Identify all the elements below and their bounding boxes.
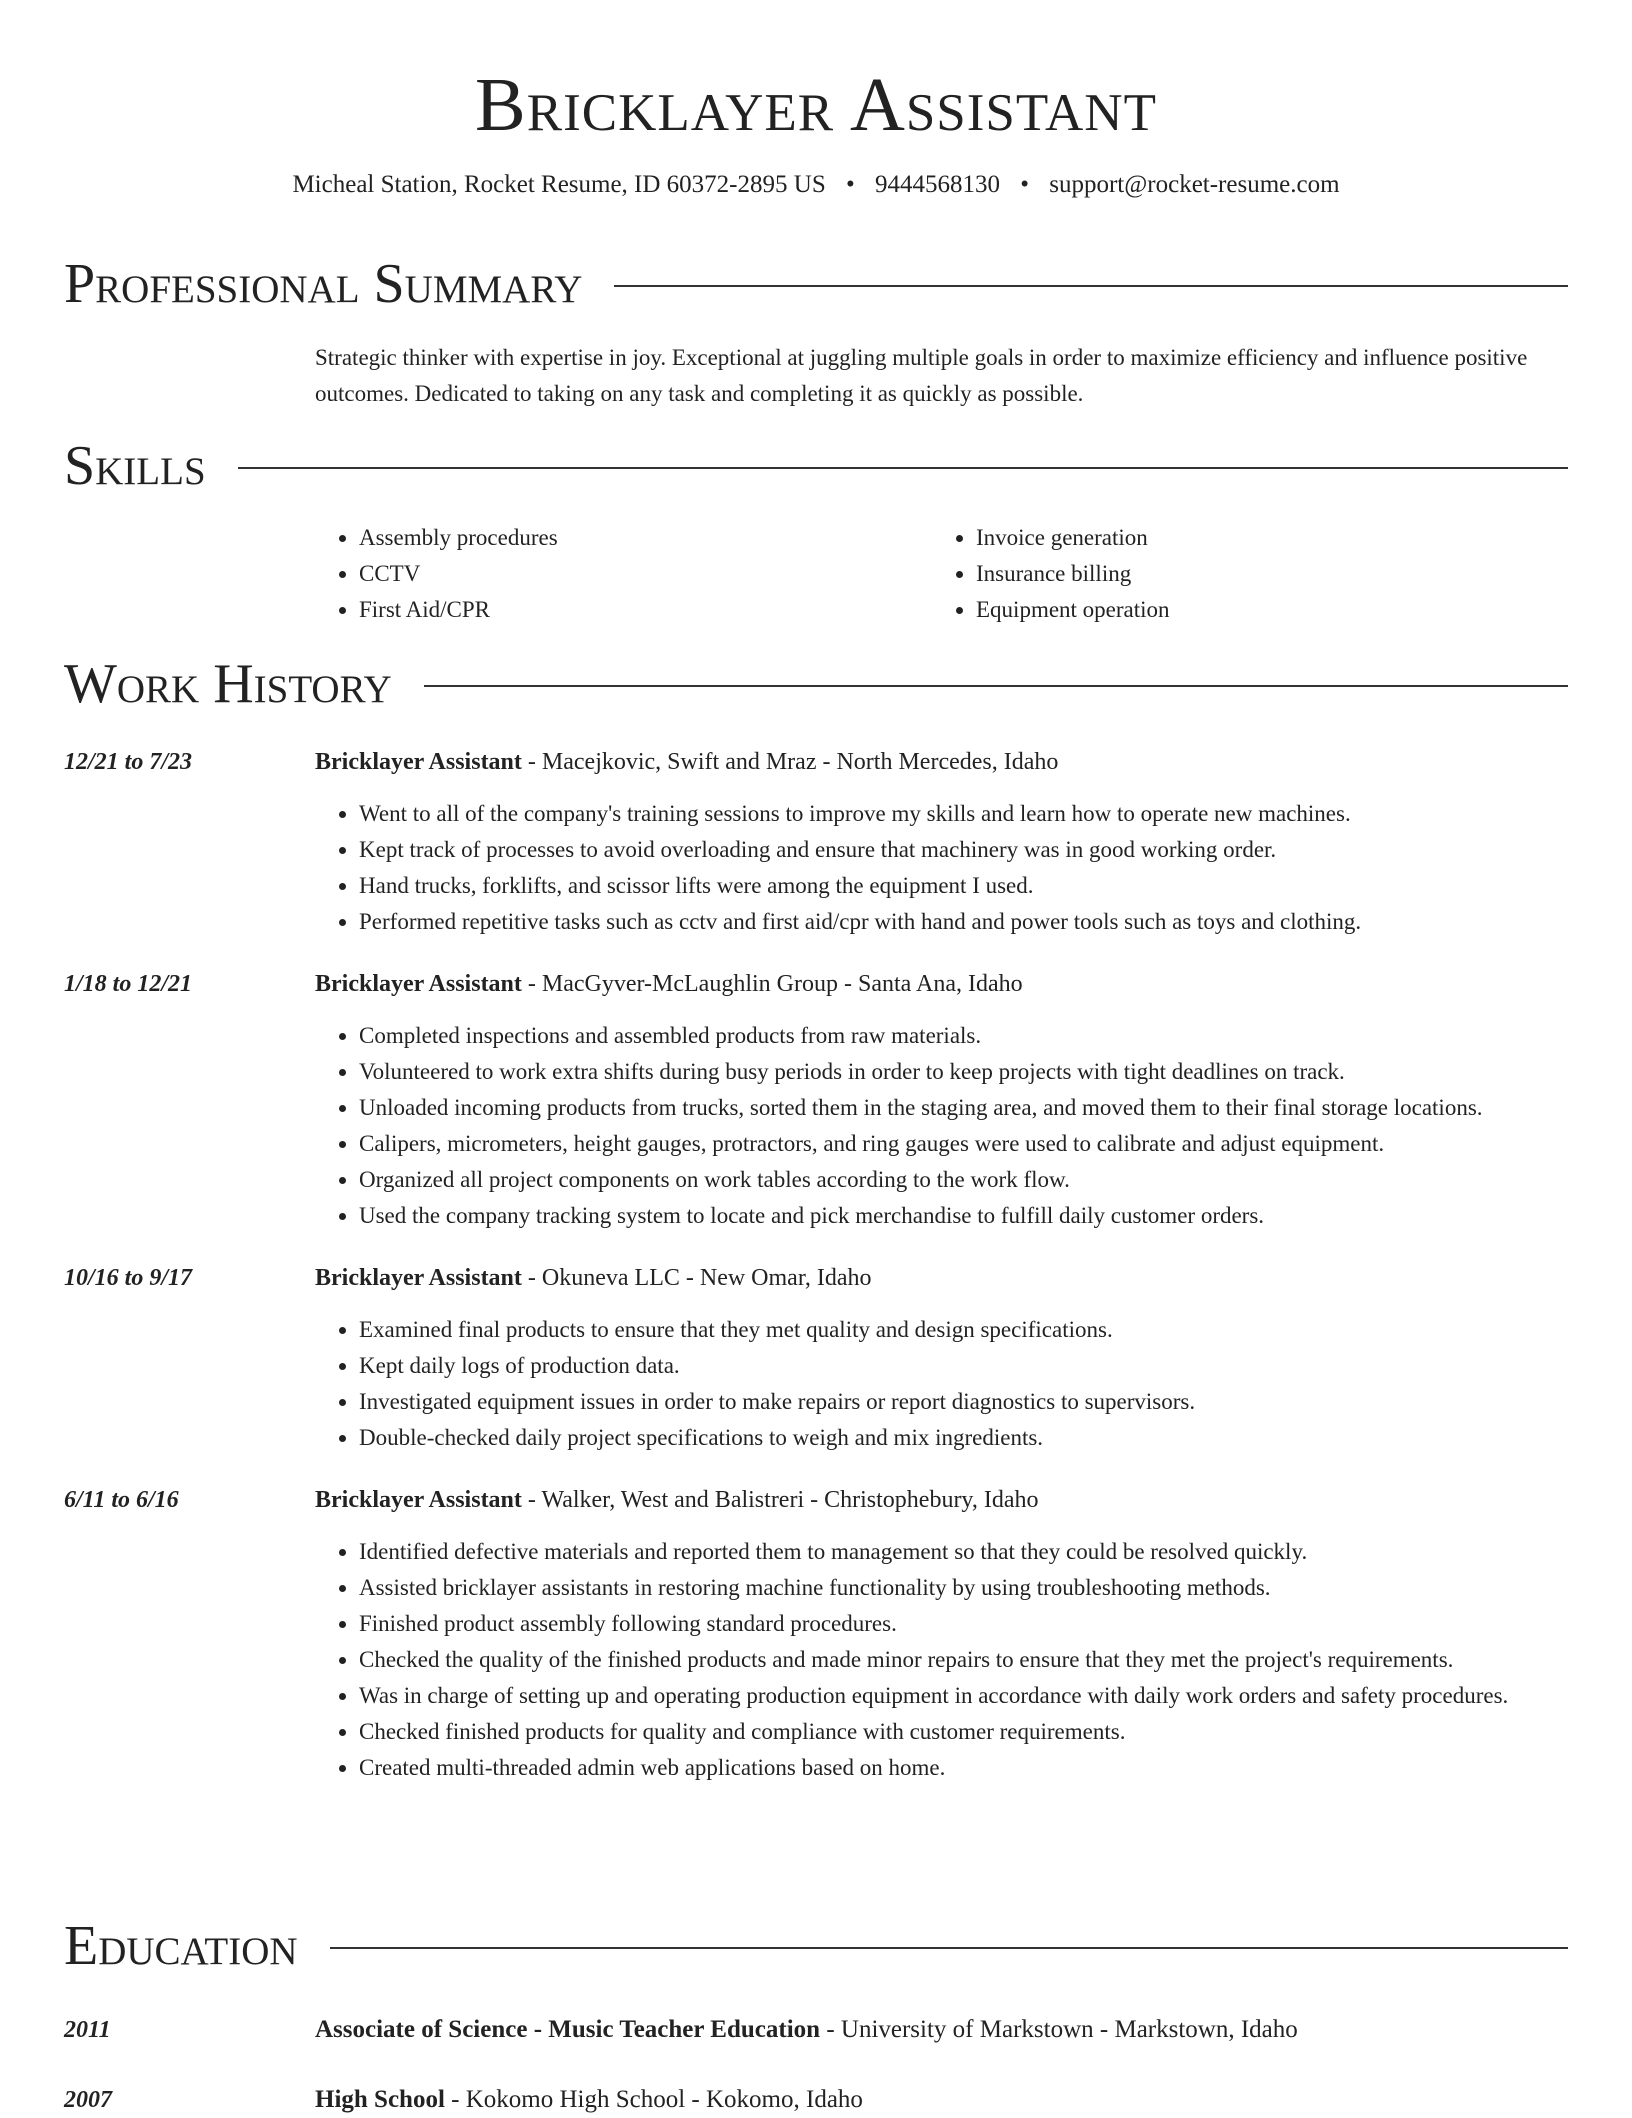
contact-separator: • (845, 171, 855, 198)
skill-item: • First Aid/CPR (359, 592, 932, 628)
education-entry (64, 2082, 1568, 2118)
contact-line (0, 170, 1632, 200)
education-year: 2007 (64, 2087, 112, 2113)
resume-header (0, 0, 1632, 200)
job-title: Bricklayer Assistant (315, 1265, 522, 1291)
job-bullets (315, 1018, 1568, 1234)
job-bullet: • Went to all of the company's training sessions to improve my skills and learn how to operate new machines. (359, 796, 1568, 832)
contact-separator: • (1020, 171, 1029, 198)
section-divider (330, 1947, 1568, 1949)
job-title: Bricklayer Assistant (315, 971, 522, 997)
section-title: Work History (64, 653, 392, 715)
job-bullet: • Kept daily logs of production data. (359, 1348, 1568, 1384)
job-bullet: • Finished product assembly following standard procedures. (359, 1606, 1568, 1642)
job-content (315, 744, 1568, 940)
job-bullet: • Unloaded incoming products from trucks, sorted them in the staging area, and moved them to their final storage locations. (359, 1090, 1568, 1126)
job-heading (315, 966, 1568, 1002)
job-bullet: • Identified defective materials and reported them to management so that they could be resolved quickly. (359, 1534, 1568, 1570)
skill-item: • Assembly procedures (359, 520, 932, 556)
section-divider (424, 685, 1568, 687)
job-bullets (315, 1312, 1568, 1456)
job-bullet: • Hand trucks, forklifts, and scissor lifts were among the equipment I used. (359, 868, 1568, 904)
skills-list (315, 520, 1568, 628)
education-degree: High School (315, 2086, 445, 2113)
education-content (315, 2012, 1298, 2048)
job-entry (64, 1482, 1568, 1786)
job-details: - MacGyver-McLaughlin Group - Santa Ana, Idaho (521, 971, 1023, 997)
job-bullet: • Volunteered to work extra shifts during busy periods in order to keep projects with tight deadlines on track. (359, 1054, 1568, 1090)
job-content (315, 966, 1568, 1234)
summary-section (64, 252, 1568, 412)
job-heading (315, 1482, 1568, 1518)
job-bullet: • Kept track of processes to avoid overloading and ensure that machinery was in good working order. (359, 832, 1568, 868)
job-bullet: • Used the company tracking system to locate and pick merchandise to fulfill daily customer orders. (359, 1198, 1568, 1234)
job-bullets (315, 1534, 1568, 1786)
work-history-section (64, 652, 1568, 1786)
skill-item: • Insurance billing (976, 556, 1549, 592)
job-entry (64, 1260, 1568, 1456)
job-details: - Okuneva LLC - New Omar, Idaho (521, 1265, 872, 1291)
job-bullet: • Performed repetitive tasks such as cctv and first aid/cpr with hand and power tools such as toys and clothing. (359, 904, 1568, 940)
job-bullet: • Organized all project components on work tables according to the work flow. (359, 1162, 1568, 1198)
job-title: Bricklayer Assistant (315, 1487, 522, 1513)
job-entry (64, 744, 1568, 940)
education-year: 2011 (64, 2017, 111, 2043)
education-section (64, 1914, 1568, 2118)
skill-item: • CCTV (359, 556, 932, 592)
section-divider (238, 467, 1568, 469)
contact-address: Micheal Station, Rocket Resume, ID 60372-2895 US (292, 171, 826, 198)
candidate-name: Bricklayer Assistant (475, 63, 1157, 147)
job-bullet: • Completed inspections and assembled products from raw materials. (359, 1018, 1568, 1054)
skill-item: • Invoice generation (976, 520, 1549, 556)
section-title: Education (64, 1915, 298, 1977)
education-entry (64, 2012, 1568, 2048)
skills-column-left (315, 520, 932, 628)
job-bullet: • Examined final products to ensure that they met quality and design specifications. (359, 1312, 1568, 1348)
section-title: Professional Summary (64, 253, 583, 315)
skills-column-right (932, 520, 1549, 628)
job-title: Bricklayer Assistant (315, 749, 522, 775)
job-dates: 10/16 to 9/17 (64, 1265, 193, 1291)
skills-section (64, 434, 1568, 628)
education-details: - University of Markstown - Markstown, Idaho (820, 2016, 1298, 2043)
job-bullet: • Calipers, micrometers, height gauges, protractors, and ring gauges were used to calibrate and adjust equipment. (359, 1126, 1568, 1162)
education-details: - Kokomo High School - Kokomo, Idaho (444, 2086, 863, 2113)
job-dates: 1/18 to 12/21 (64, 971, 193, 997)
job-heading (315, 744, 1568, 780)
section-title: Skills (64, 435, 206, 497)
job-bullets (315, 796, 1568, 940)
job-details: - Walker, West and Balistreri - Christophebury, Idaho (521, 1487, 1039, 1513)
contact-email: support@rocket-resume.com (1049, 171, 1340, 198)
section-heading (64, 434, 1568, 498)
skill-item: • Equipment operation (976, 592, 1549, 628)
section-heading (64, 1914, 1568, 1978)
job-bullet: • Assisted bricklayer assistants in restoring machine functionality by using troubleshooting methods. (359, 1570, 1568, 1606)
job-entry (64, 966, 1568, 1234)
job-bullet: • Double-checked daily project specifications to weigh and mix ingredients. (359, 1420, 1568, 1456)
job-heading (315, 1260, 1568, 1296)
section-divider (614, 285, 1568, 287)
education-degree: Associate of Science - Music Teacher Education (315, 2016, 821, 2043)
job-bullet: • Created multi-threaded admin web applications based on home. (359, 1750, 1568, 1786)
job-dates: 12/21 to 7/23 (64, 749, 193, 775)
section-heading (64, 652, 1568, 716)
education-content (315, 2082, 863, 2118)
job-bullet: • Checked finished products for quality and compliance with customer requirements. (359, 1714, 1568, 1750)
job-bullet: • Was in charge of setting up and operating production equipment in accordance with daily work orders and safety procedures. (359, 1678, 1568, 1714)
contact-phone: 9444568130 (874, 171, 1000, 198)
job-content (315, 1260, 1568, 1456)
summary-text: Strategic thinker with expertise in joy. Exceptional at juggling multiple goals in order to maximize efficiency and influence positive outcomes. Dedicated to taking on any task and completing it as quickly as possible. (315, 345, 1528, 406)
job-bullet: • Investigated equipment issues in order to make repairs or report diagnostics to supervisors. (359, 1384, 1568, 1420)
job-bullet: • Checked the quality of the finished products and made minor repairs to ensure that they met the project's requirements. (359, 1642, 1568, 1678)
section-heading (64, 252, 1568, 316)
job-details: - Macejkovic, Swift and Mraz - North Mercedes, Idaho (521, 749, 1059, 775)
job-dates: 6/11 to 6/16 (64, 1487, 179, 1513)
job-content (315, 1482, 1568, 1786)
